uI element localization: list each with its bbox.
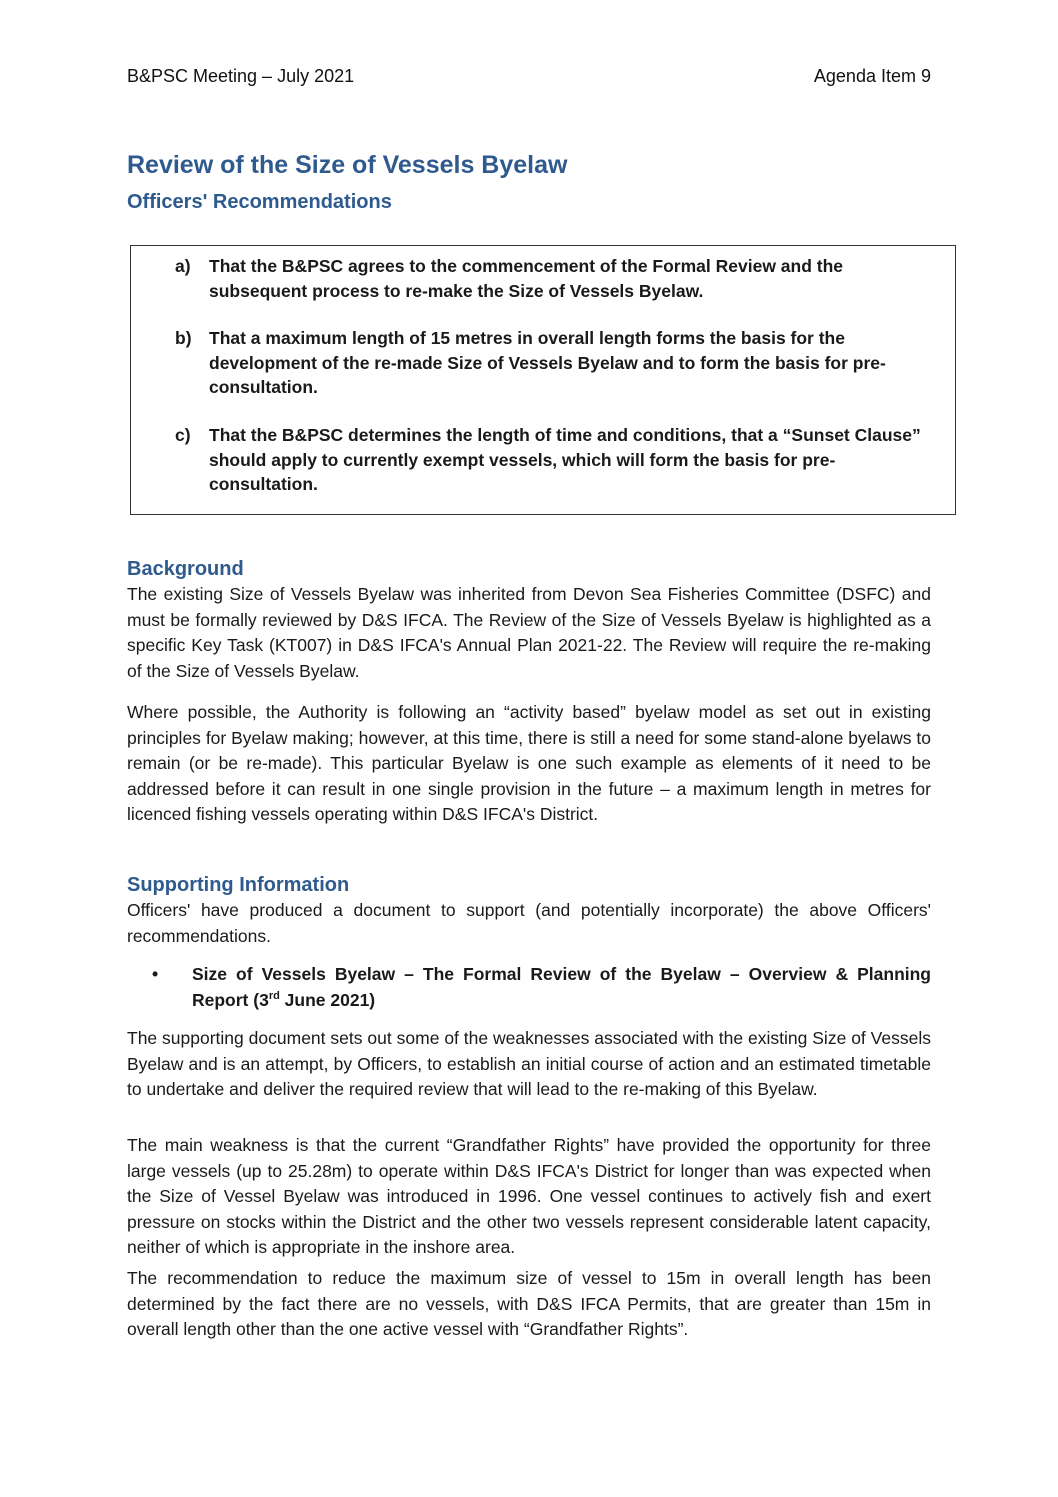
recommendation-item [175, 423, 930, 497]
background-paragraph: Where possible, the Authority is following an “activity based” byelaw model as set out in existing principles for Byelaw making; however, at this time, there is still a need for some stand-alone byelaws to remain (or be re-made). This particular Byelaw is one such example as elements of it need to be addressed before it can result in one single provision in the future – a maximum length in metres for licenced fishing vessels operating within D&S IFCA's District. [127, 702, 931, 824]
recommendation-letter: c) [175, 425, 191, 445]
recommendation-text: That the B&PSC agrees to the commencement of the Formal Review and the subsequent process to re-make the Size of Vessels Byelaw. [209, 256, 844, 301]
supporting-paragraph: The main weakness is that the current “Grandfather Rights” have provided the opportunity for three large vessels (up to 25.28m) to operate within D&S IFCA's District for longer than was expected when the Size of Vessel Byelaw was introduced in 1996. One vessel continues to actively fish and exert pressure on stocks within the District and the other two vessels represent considerable latent capacity, neither of which is appropriate in the inshore area. [127, 1135, 931, 1257]
document-title: Review of the Size of Vessels Byelaw [127, 151, 568, 179]
recommendation-letter: a) [175, 256, 191, 276]
page-header [127, 64, 931, 88]
supporting-document-bullet [152, 962, 931, 1013]
supporting-heading: Supporting Information [127, 874, 350, 896]
supporting-paragraph: The recommendation to reduce the maximum size of vessel to 15m in overall length has been determined by the fact there are no vessels, with D&S IFCA Permits, that are greater than 15m in overall length other than the one active vessel with “Grandfather Rights”. [127, 1268, 931, 1339]
recommendation-letter: b) [175, 328, 192, 348]
document-subtitle: Officers' Recommendations [127, 191, 392, 213]
background-heading: Background [127, 558, 244, 580]
supporting-document-title: Size of Vessels Byelaw – The Formal Review of the Byelaw – Overview & Planning Report (3rd June 2021) [192, 964, 931, 1010]
recommendations-box [130, 245, 956, 515]
header-meeting: B&PSC Meeting – July 2021 [127, 66, 355, 86]
supporting-paragraph: The supporting document sets out some of the weaknesses associated with the existing Size of Vessels Byelaw and is an attempt, by Officers, to establish an initial course of action and an estimated timetable to undertake and deliver the required review that will lead to the re-making of this Byelaw. [127, 1028, 931, 1099]
recommendation-item [175, 326, 930, 400]
header-agenda-item: Agenda Item 9 [813, 66, 931, 86]
supporting-intro: Officers' have produced a document to support (and potentially incorporate) the above Officers' recommendations. [127, 900, 931, 946]
bullet-icon: • [152, 964, 159, 984]
recommendation-item [175, 254, 930, 303]
background-paragraph: The existing Size of Vessels Byelaw was inherited from Devon Sea Fisheries Committee (DSFC) and must be formally reviewed by D&S IFCA. The Review of the Size of Vessels Byelaw is highlighted as a specific Key Task (KT007) in D&S IFCA's Annual Plan 2021-22. The Review will require the re-making of the Size of Vessels Byelaw. [127, 584, 931, 681]
recommendation-text: That a maximum length of 15 metres in overall length forms the basis for the development of the re-made Size of Vessels Byelaw and to form the basis for pre-consultation. [209, 328, 886, 397]
recommendation-text: That the B&PSC determines the length of time and conditions, that a “Sunset Clause” should apply to currently exempt vessels, which will form the basis for pre-consultation. [209, 425, 921, 494]
